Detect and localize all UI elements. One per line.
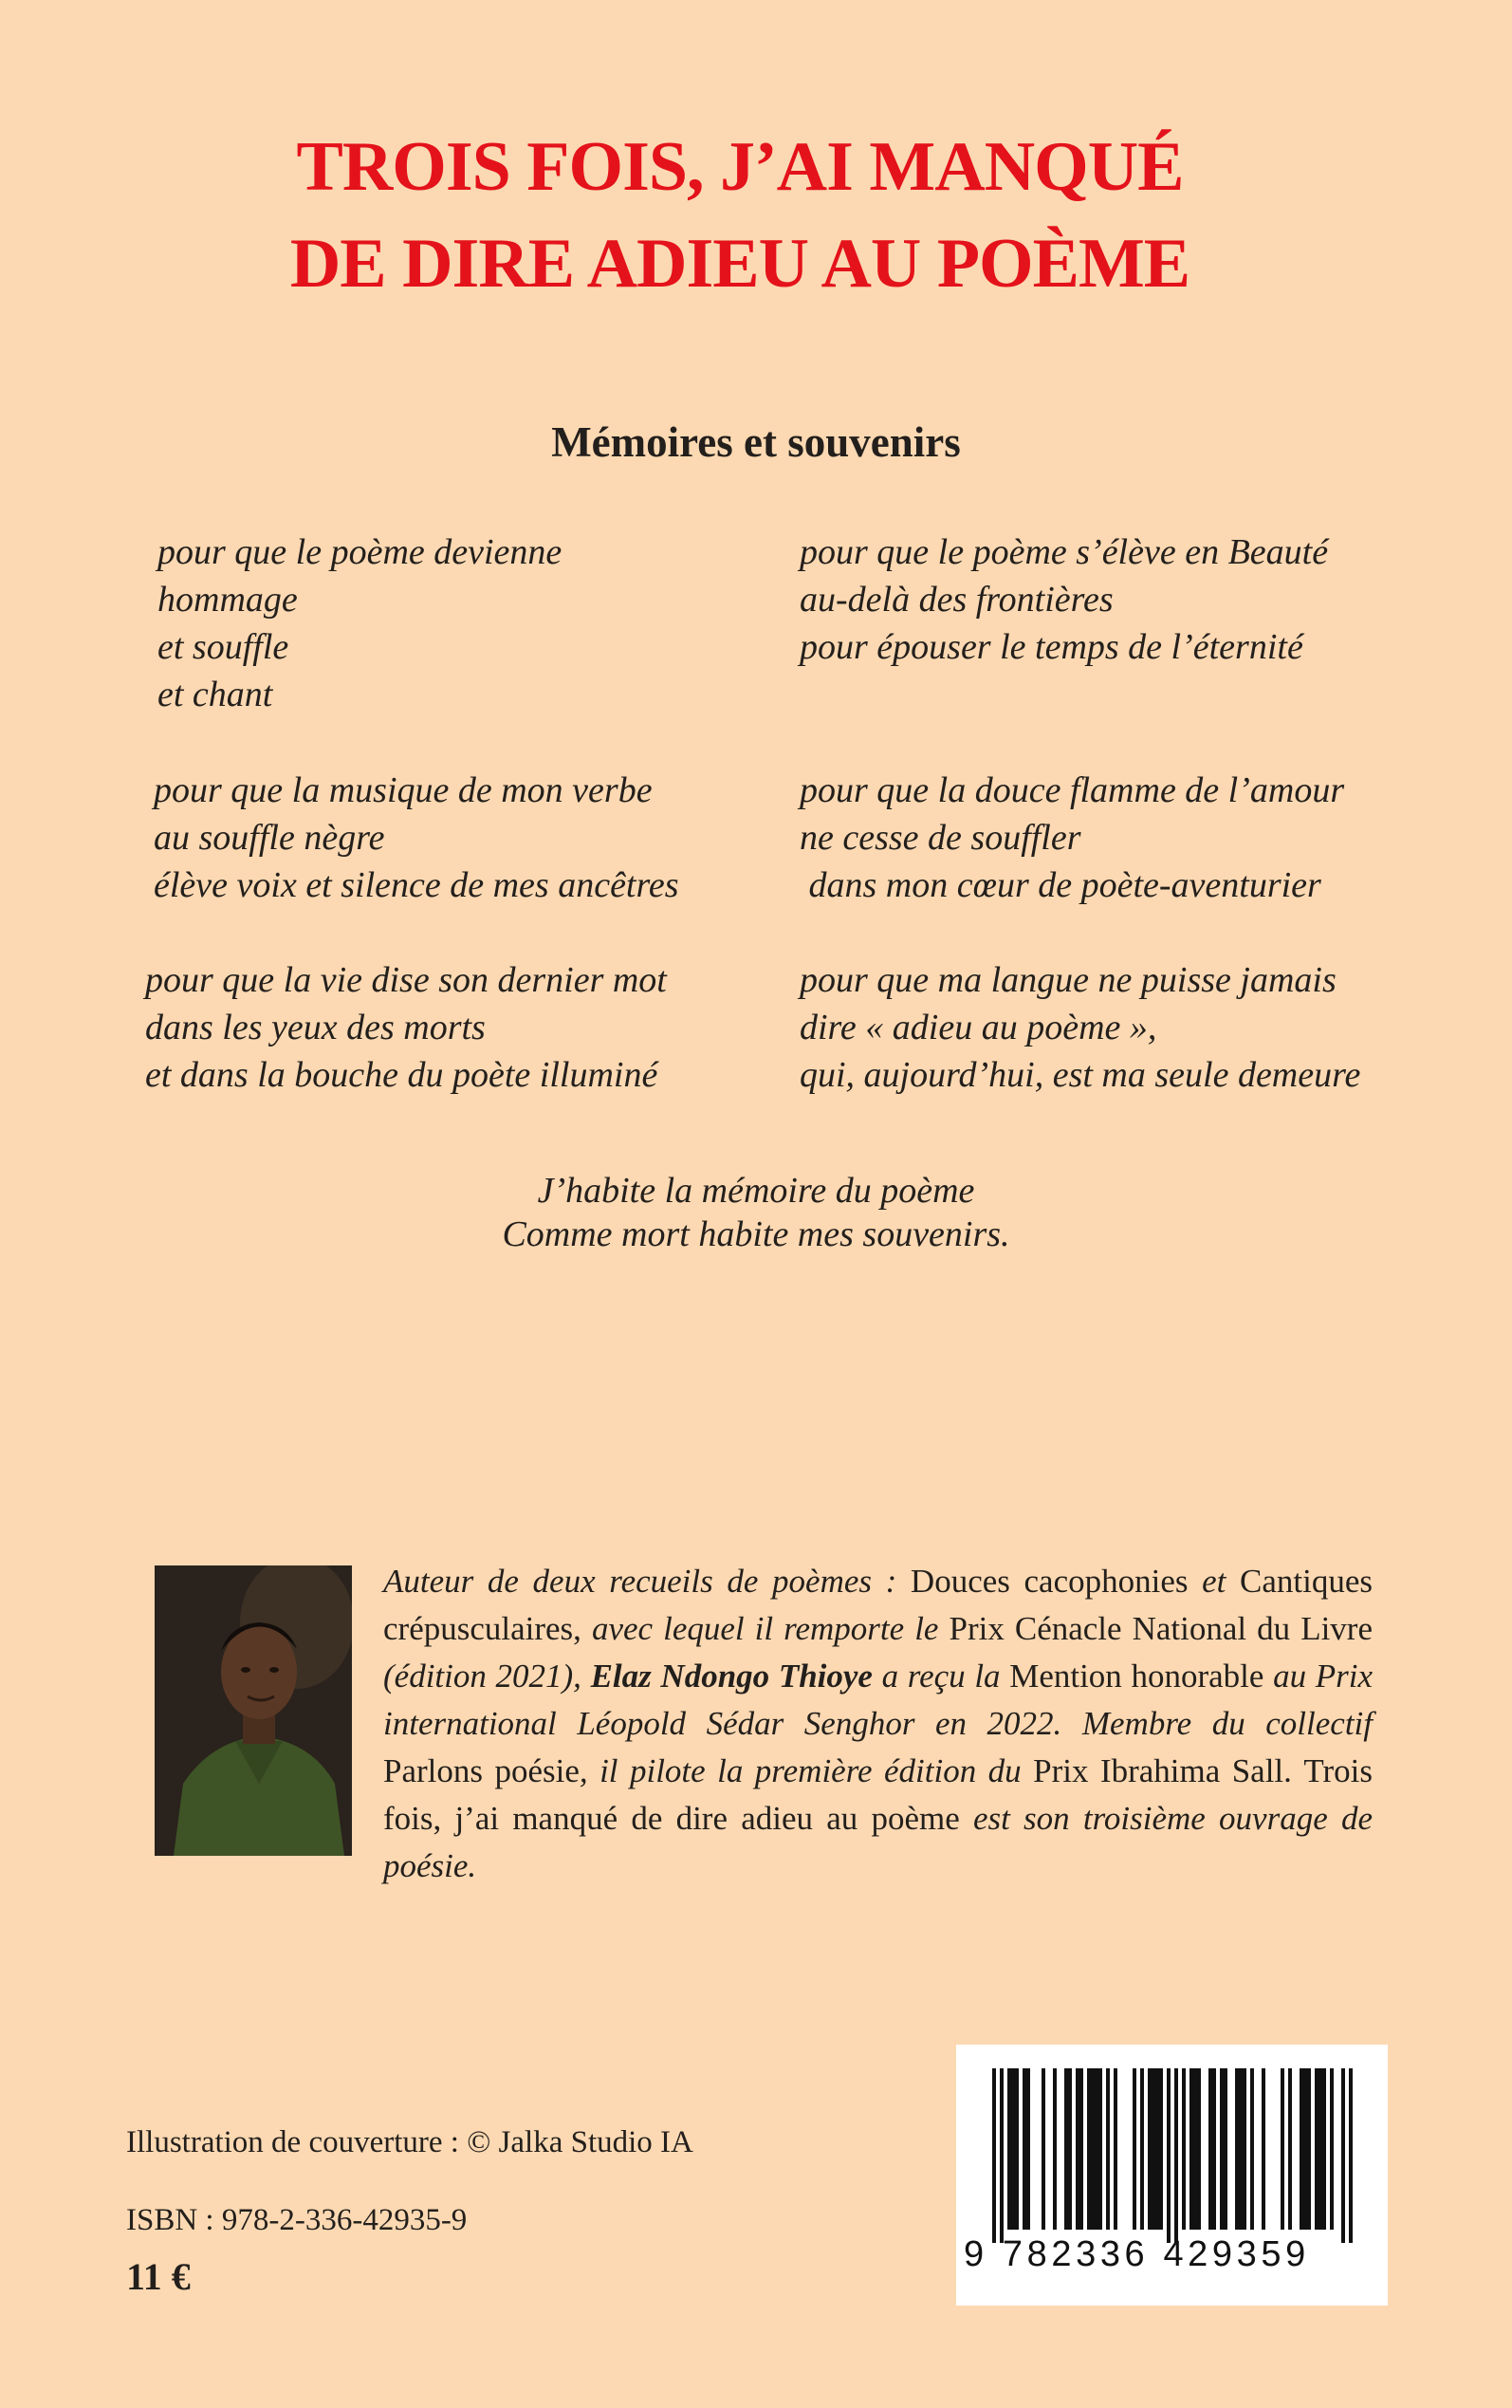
barcode-bar [1243,2068,1246,2230]
barcode-bar [1281,2068,1284,2230]
barcode-bar [1015,2068,1019,2230]
barcode-bar [1076,2068,1079,2230]
book-title [209,119,1271,312]
poem-line: dire « adieu au poème », [800,1008,1157,1047]
barcode-bar [1148,2068,1152,2230]
barcode-bar [1307,2068,1311,2230]
bio-book-title: Trois fois, j’ai manqué de dire adieu au poème [383,1752,1374,1837]
barcode-bar [1042,2068,1045,2230]
bio-text: et [1188,1563,1241,1600]
poem-line: élève voix et silence de mes ancêtres [154,865,679,905]
barcode-bar [1091,2068,1095,2230]
author-portrait-illustration [155,1565,352,1856]
poem-line: dans mon cœur de poète-aventurier [800,865,1321,905]
barcode-bar [1007,2068,1011,2230]
barcode-bar [1208,2068,1212,2230]
barcode-bar [1133,2068,1136,2230]
barcode-bar [1349,2068,1353,2243]
poem-line: et chant [157,675,273,714]
barcode-bar [1193,2068,1197,2230]
barcode-bar [1087,2068,1091,2230]
barcode [956,2045,1388,2306]
title-line-2: DE DIRE ADIEU AU POÈME [289,225,1190,303]
barcode-bar [1262,2068,1265,2230]
barcode-bar [1095,2068,1098,2230]
barcode-bar [1152,2068,1155,2230]
price: 11 € [126,2255,191,2298]
barcode-bar [1167,2068,1171,2243]
poem-line: pour que ma langue ne puisse jamais [800,960,1337,1000]
poem-stanza-left-2 [154,767,679,909]
bio-text: est son troisième ouvrage de poésie. [383,1800,1373,1884]
barcode-bar [1182,2068,1186,2230]
barcode-bar [1026,2068,1030,2230]
barcode-bar [1224,2068,1227,2230]
poem-line: pour que la musique de mon verbe [154,770,653,810]
isbn: ISBN : 978-2-336-42935-9 [126,2203,468,2237]
barcode-bar [1053,2068,1057,2230]
bio-text: Auteur de deux recueils de poèmes : [383,1563,911,1600]
barcode-bar [1023,2068,1026,2230]
barcode-bar [1174,2068,1178,2243]
barcode-bar [992,2068,996,2243]
barcode-bar [1288,2068,1292,2230]
barcode-bar [1330,2068,1334,2230]
barcode-bar [1235,2068,1239,2230]
poem-stanza-right-1 [800,528,1328,671]
bio-author-name: Elaz Ndongo Thioye [590,1658,873,1695]
barcode-bar [1106,2068,1110,2230]
poem-stanza-right-3 [800,956,1360,1099]
bio-text: , il pilote la première édition du [579,1752,1034,1789]
barcode-bar [1303,2068,1307,2230]
barcode-bar [1189,2068,1193,2230]
bio-text: (édition 2021), [383,1658,591,1695]
barcode-bar [1250,2068,1254,2230]
poem-line: pour que le poème s’élève en Beauté [800,532,1329,572]
poem-line: dans les yeux des morts [145,1008,486,1047]
barcode-bar [1159,2068,1163,2230]
barcode-bar [1079,2068,1083,2230]
bio-prize: Prix Ibrahima Sall. [1033,1752,1292,1789]
poem-line: ne cesse de souffler [800,818,1081,858]
bio-book-title: Douces cacophonies [910,1563,1189,1600]
poem-stanza-right-2 [800,767,1344,909]
closing-line-2: Comme mort habite mes souvenirs. [502,1214,1010,1254]
poem-stanza-left-3 [145,956,667,1099]
barcode-bar [1140,2068,1144,2230]
poem-line: au-delà des frontières [800,580,1114,620]
bio-text [1292,1752,1303,1789]
barcode-bar [1318,2068,1322,2230]
barcode-bar [1322,2068,1326,2230]
poem-line: au souffle nègre [154,818,385,858]
bio-text: a reçu la [872,1658,1010,1695]
poem-line: pour que la vie dise son dernier mot [145,960,667,1000]
poem-stanza-left-1 [157,528,562,718]
bio-collective: Parlons poésie [383,1752,580,1789]
barcode-bar [1000,2068,1004,2243]
cover-credit: Illustration de couverture : © Jalka Studio IA [126,2125,693,2159]
barcode-bar [1220,2068,1224,2230]
poem-closing [0,1169,1512,1256]
author-bio [383,1558,1373,1890]
barcode-bar [1011,2068,1015,2230]
title-line-1: TROIS FOIS, J’AI MANQUÉ [296,128,1184,206]
author-photo [155,1565,352,1856]
barcode-bar [1212,2068,1216,2230]
bio-text: avec lequel il remporte le [581,1610,950,1647]
barcode-bar [1064,2068,1068,2230]
poem-line: qui, aujourd’hui, est ma seule demeure [800,1055,1361,1095]
barcode-bar [1239,2068,1243,2230]
bio-book-title: Cantiques crépusculaires, [383,1563,1373,1647]
barcode-bar [1300,2068,1303,2230]
subtitle: Mémoires et souvenirs [551,418,961,466]
bio-mention: Mention honorable [1009,1658,1264,1695]
barcode-bar [1098,2068,1102,2230]
closing-line-1: J’habite la mémoire du poème [537,1171,975,1211]
barcode-bar [1341,2068,1345,2243]
barcode-bar [1155,2068,1159,2230]
poem-line: et souffle [157,627,289,667]
poem-line: et dans la bouche du poète illuminé [145,1055,658,1095]
barcode-bar [1114,2068,1117,2230]
poem-line: pour que la douce flamme de l’amour [800,770,1345,810]
barcode-bar [1068,2068,1072,2230]
poem-line: pour que le poème devienne [157,532,562,572]
poem-line: pour épouser le temps de l’éternité [800,627,1303,667]
barcode-digits: 9 782336 429359 [964,2234,1310,2274]
poem-line: hommage [157,580,298,620]
bio-prize: Prix Cénacle National du Livre [949,1610,1373,1647]
barcode-bar [1197,2068,1201,2230]
bio-text: au Prix international Léopold Sédar Senghor en 2022. Membre du collectif [383,1658,1373,1742]
barcode-bar [1315,2068,1318,2230]
